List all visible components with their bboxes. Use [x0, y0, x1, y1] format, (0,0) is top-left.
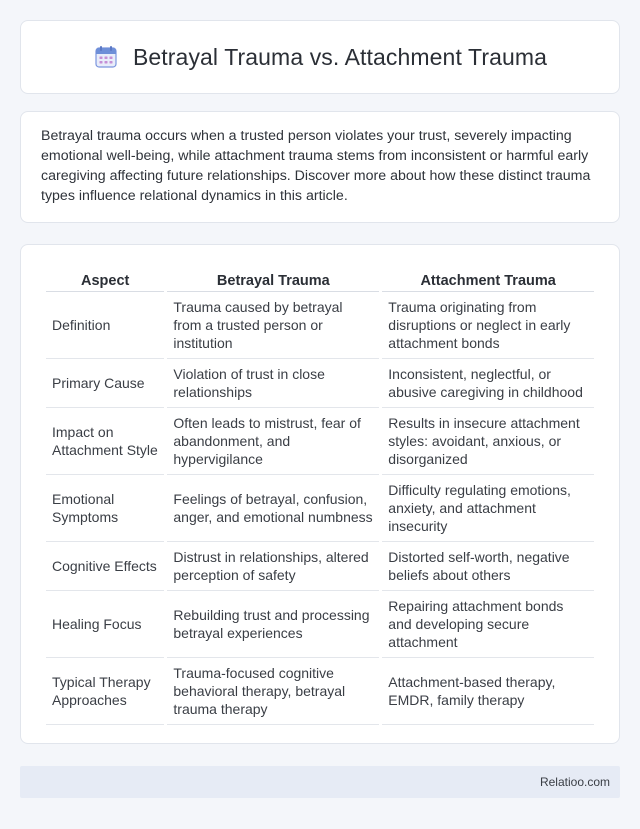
- intro-card: [20, 111, 620, 223]
- title-wrap: [93, 44, 547, 71]
- row-attachment: Repairing attachment bonds and developing secure attachment: [382, 591, 594, 658]
- calendar-icon: [93, 44, 119, 70]
- header-aspect: Aspect: [46, 262, 164, 292]
- row-betrayal: Trauma caused by betrayal from a trusted person or institution: [167, 292, 379, 359]
- row-attachment: Results in insecure attachment styles: avoidant, anxious, or disorganized: [382, 408, 594, 475]
- table-row: [46, 292, 594, 359]
- row-betrayal: Feelings of betrayal, confusion, anger, and emotional numbness: [167, 475, 379, 542]
- page-title: Betrayal Trauma vs. Attachment Trauma: [132, 43, 548, 70]
- row-aspect: Definition: [46, 292, 164, 359]
- row-attachment: Inconsistent, neglectful, or abusive caregiving in childhood: [382, 359, 594, 408]
- row-betrayal: Often leads to mistrust, fear of abandonment, and hypervigilance: [167, 408, 379, 475]
- footer-bar: [20, 766, 620, 798]
- comparison-card: [20, 244, 620, 744]
- row-betrayal: Rebuilding trust and processing betrayal experiences: [167, 591, 379, 658]
- table-header-row: [46, 262, 594, 292]
- row-betrayal: Distrust in relationships, altered perception of safety: [167, 542, 379, 591]
- row-betrayal: Trauma-focused cognitive behavioral therapy, betrayal trauma therapy: [167, 658, 379, 725]
- table-row: [46, 475, 594, 542]
- comparison-table: [43, 262, 597, 725]
- intro-paragraph: Betrayal trauma occurs when a trusted person violates your trust, severely impacting emotional well-being, while attachment trauma stems from inconsistent or harmful early caregiving affecting future relationships. Discover more about how these distinct trauma types influence relational dynamics in this article.: [41, 128, 591, 204]
- row-attachment: Trauma originating from disruptions or neglect in early attachment bonds: [382, 292, 594, 359]
- table-row: [46, 408, 594, 475]
- table-row: [46, 542, 594, 591]
- table-row: [46, 359, 594, 408]
- table-row: [46, 591, 594, 658]
- header-attachment-trauma: Attachment Trauma: [382, 262, 594, 292]
- row-aspect: Typical Therapy Approaches: [46, 658, 164, 725]
- table-row: [46, 658, 594, 725]
- row-aspect: Primary Cause: [46, 359, 164, 408]
- header-betrayal-trauma: Betrayal Trauma: [167, 262, 379, 292]
- title-card: [20, 20, 620, 94]
- row-attachment: Attachment-based therapy, EMDR, family therapy: [382, 658, 594, 725]
- row-aspect: Emotional Symptoms: [46, 475, 164, 542]
- row-aspect: Healing Focus: [46, 591, 164, 658]
- row-aspect: Cognitive Effects: [46, 542, 164, 591]
- row-aspect: Impact on Attachment Style: [46, 408, 164, 475]
- row-attachment: Distorted self-worth, negative beliefs about others: [382, 542, 594, 591]
- row-betrayal: Violation of trust in close relationships: [167, 359, 379, 408]
- row-attachment: Difficulty regulating emotions, anxiety, and attachment insecurity: [382, 475, 594, 542]
- footer-site-name: Relatioo.com: [539, 775, 610, 789]
